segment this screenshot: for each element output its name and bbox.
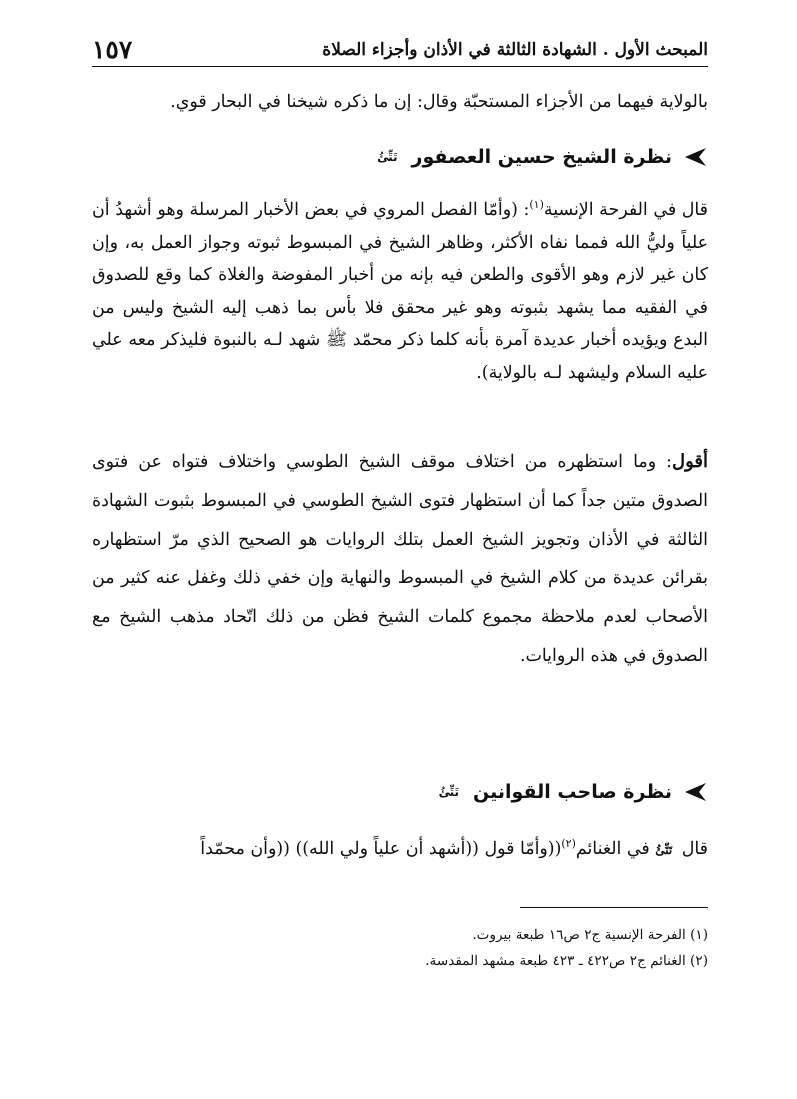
footnote-2: (٢) الغنائم ج٢ ص٤٢٢ ـ ٤٢٣ طبعة مشهد المقدسة. <box>425 953 708 969</box>
footnotes <box>92 922 708 974</box>
running-title: المبحث الأول . الشهادة الثالثة في الأذان وأجزاء الصلاة <box>322 40 708 60</box>
footnote-1: (١) الفرحة الإنسية ج٢ ص١٦ طبعة بيروت. <box>472 927 708 943</box>
section-1-quote <box>92 194 708 390</box>
intro-paragraph: بالولاية فيهما من الأجزاء المستحبّة وقال: إن ما ذكره شيخنا في البحار قوي. <box>170 92 708 112</box>
page-number: ١٥٧ <box>92 35 133 64</box>
section-2-heading: نظرة صاحب القوانين <box>473 781 672 803</box>
arrow-bullet-icon <box>682 781 708 803</box>
running-header <box>92 28 708 67</box>
quote-text: : (وأمّا الفصل المروي في بعض الأخبار المرسلة وهو أشهدُ أن علياً وليُّ الله فمما نفاه الأكثر، وظاهر الشيخ في المبسوط ثبوته وجواز العمل به، وإن كان غير لازم وهو الأقوى والطعن فيه بإنه من أخبار المفوضة والغلاة كما وقع للصدوق في الفقيه مما يشهد بثبوته وهو غير محقق فلا بأس بما ذهب إليه الشيخ وليس من البدع ويؤيده أخبار عديدة آمرة بأنه كلما ذكر محمّد ﷺ شهد لـه بالنبوة فليذكر معه علي عليه السلام وليشهد لـه بالولاية). <box>92 200 708 383</box>
comment-lead: أقول <box>672 451 708 472</box>
quote2-prefix: قال <box>681 839 708 859</box>
comment-text: : وما استظهره من اختلاف موقف الشيخ الطوسي واختلاف فتواه عن فتوى الصدوق متين جداً كما أن استظهار فتوى الشيخ الطوسي في المبسوط بثبوت الشهادة الثالثة في الأذان وتجويز الشيخ العمل بتلك الروايات هو الصحيح الذي مرّ استظهاره بقرائن عديدة من كلام الشيخ في المبسوط والنهاية وإن خفي ذلك وغفل عنه كثير من الأصحاب لعدم ملاحظة مجموع كلمات الشيخ فظن من ذلك اتّحاد مذهب الشيخ مع الصدوق في هذه الروايات. <box>92 452 708 666</box>
arrow-bullet-icon <box>682 146 708 168</box>
honorific-mark: تَتِّئُ <box>438 785 460 799</box>
footnote-ref-2: (٢) <box>561 837 576 851</box>
section-1-comment <box>92 443 708 676</box>
section-heading-2 <box>92 781 708 803</box>
footnote-divider <box>520 907 708 908</box>
quote-prefix: قال في الفرحة الإنسية <box>543 200 708 220</box>
section-2-quote <box>92 833 708 867</box>
intro-block <box>92 86 708 119</box>
quote2-text: ((وأمّا قول ((أشهد أن علياً ولي الله)) ((وأن محمّداً <box>200 839 562 859</box>
honorific-mark: تَتِّئُ <box>655 843 673 857</box>
quote2-middle: في الغنائم <box>575 839 650 859</box>
honorific-mark: تَتِّئُ <box>377 150 398 164</box>
footnote-ref-1: (١) <box>529 198 544 212</box>
section-heading-1 <box>92 146 708 168</box>
section-1-heading: نظرة الشيخ حسين العصفور <box>411 146 672 168</box>
